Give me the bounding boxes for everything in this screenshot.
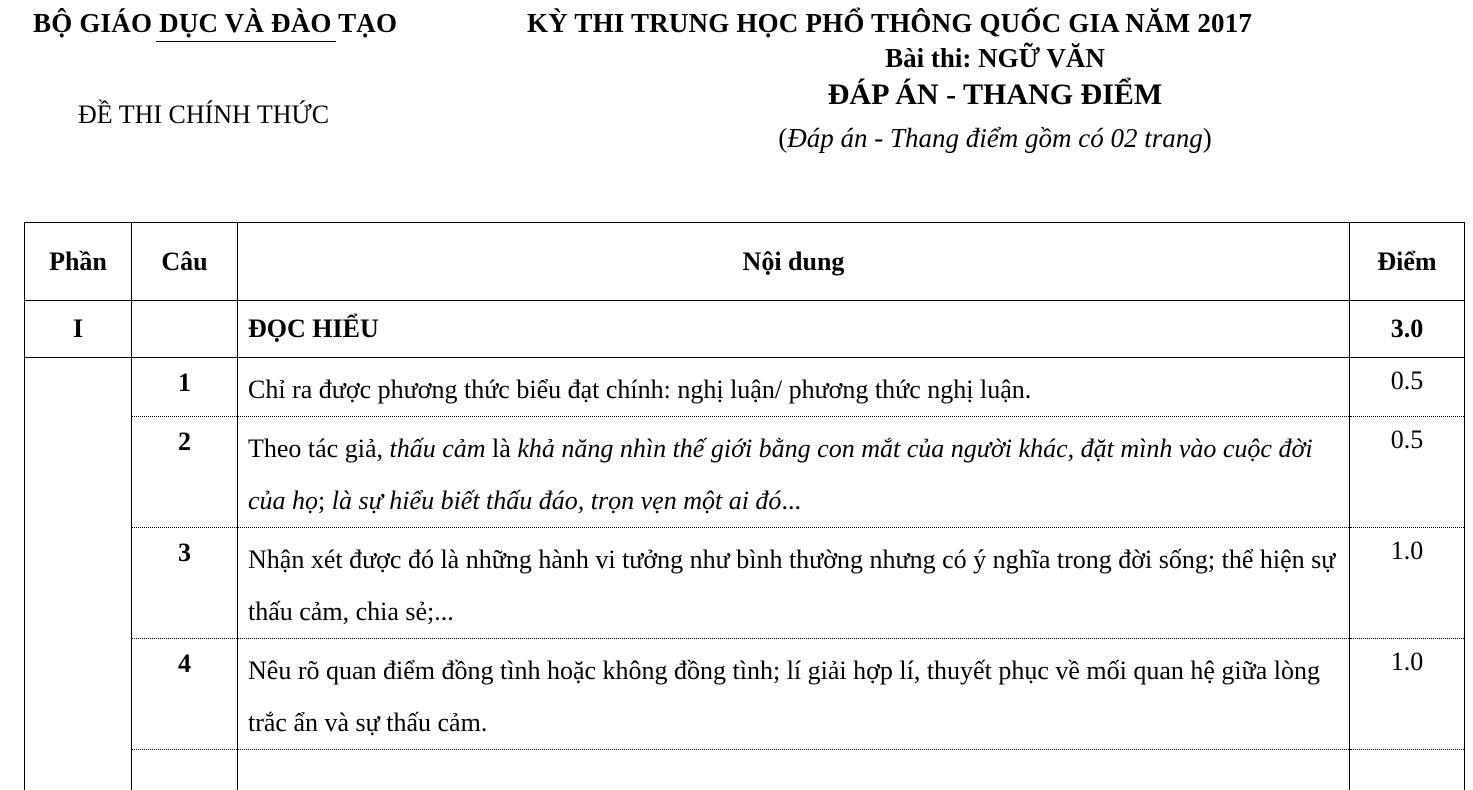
document-heading: ĐÁP ÁN - THANG ĐIỂM [0, 78, 1473, 112]
section-row [25, 301, 1465, 358]
content-term: thấu cảm [390, 434, 486, 463]
content-definition: là sự hiểu biết thấu đáo, trọn vẹn một ai đó [332, 486, 782, 515]
page-note-open-paren: ( [778, 123, 787, 153]
content-segment: là [486, 434, 518, 463]
continuation-cell [132, 750, 238, 790]
content-segment: ; [318, 486, 332, 515]
official-exam-label: ĐỀ THI CHÍNH THỨC [78, 100, 329, 130]
ministry-name: BỘ GIÁO DỤC VÀ ĐÀO TẠO [33, 8, 397, 39]
question-content: Nhận xét được đó là những hành vi tưởng như bình thường nhưng có ý nghĩa trong đời sống; thể hiện sự thấu cảm, chia sẻ;... [238, 528, 1350, 639]
table-row-continuation [25, 750, 1465, 790]
table-row [25, 639, 1465, 750]
content-definition: khả năng nhìn thế giới bằng con mắt của người khác, đặt mình vào cuộc đời của họ [248, 434, 1313, 515]
part-cell-empty [25, 358, 132, 750]
question-score: 0.5 [1350, 358, 1465, 417]
continuation-cell [1350, 750, 1465, 790]
column-header-content: Nội dung [238, 223, 1350, 301]
table-row [25, 358, 1465, 417]
content-segment: Theo tác giả, [248, 434, 390, 463]
continuation-cell [25, 750, 132, 790]
column-header-question: Câu [132, 223, 238, 301]
section-part-number: I [25, 301, 132, 358]
column-header-score: Điểm [1350, 223, 1465, 301]
table-row [25, 417, 1465, 528]
continuation-cell [238, 750, 1350, 790]
section-empty-cell [132, 301, 238, 358]
ministry-underline [156, 41, 336, 42]
question-content [238, 417, 1350, 528]
question-score: 1.0 [1350, 528, 1465, 639]
question-score: 0.5 [1350, 417, 1465, 528]
exam-subject: Bài thi: NGỮ VĂN [0, 43, 1473, 74]
question-number: 1 [132, 358, 238, 417]
question-score: 1.0 [1350, 639, 1465, 750]
question-content: Nêu rõ quan điểm đồng tình hoặc không đồng tình; lí giải hợp lí, thuyết phục về mối quan hệ giữa lòng trắc ẩn và sự thấu cảm. [238, 639, 1350, 750]
page-note-text: Đáp án - Thang điểm gồm có 02 trang [787, 123, 1202, 153]
answer-table [24, 222, 1465, 790]
section-title: ĐỌC HIỂU [238, 301, 1350, 358]
content-ellipsis: ... [781, 486, 801, 515]
exam-title: KỲ THI TRUNG HỌC PHỔ THÔNG QUỐC GIA NĂM 2017 [527, 8, 1252, 39]
question-number: 3 [132, 528, 238, 639]
table-row [25, 528, 1465, 639]
table-header-row [25, 223, 1465, 301]
question-number: 4 [132, 639, 238, 750]
page-note-close-paren: ) [1203, 123, 1212, 153]
question-content: Chỉ ra được phương thức biểu đạt chính: nghị luận/ phương thức nghị luận. [238, 358, 1350, 417]
section-score: 3.0 [1350, 301, 1465, 358]
column-header-part: Phần [25, 223, 132, 301]
page-count-note [0, 123, 1473, 154]
question-number: 2 [132, 417, 238, 528]
